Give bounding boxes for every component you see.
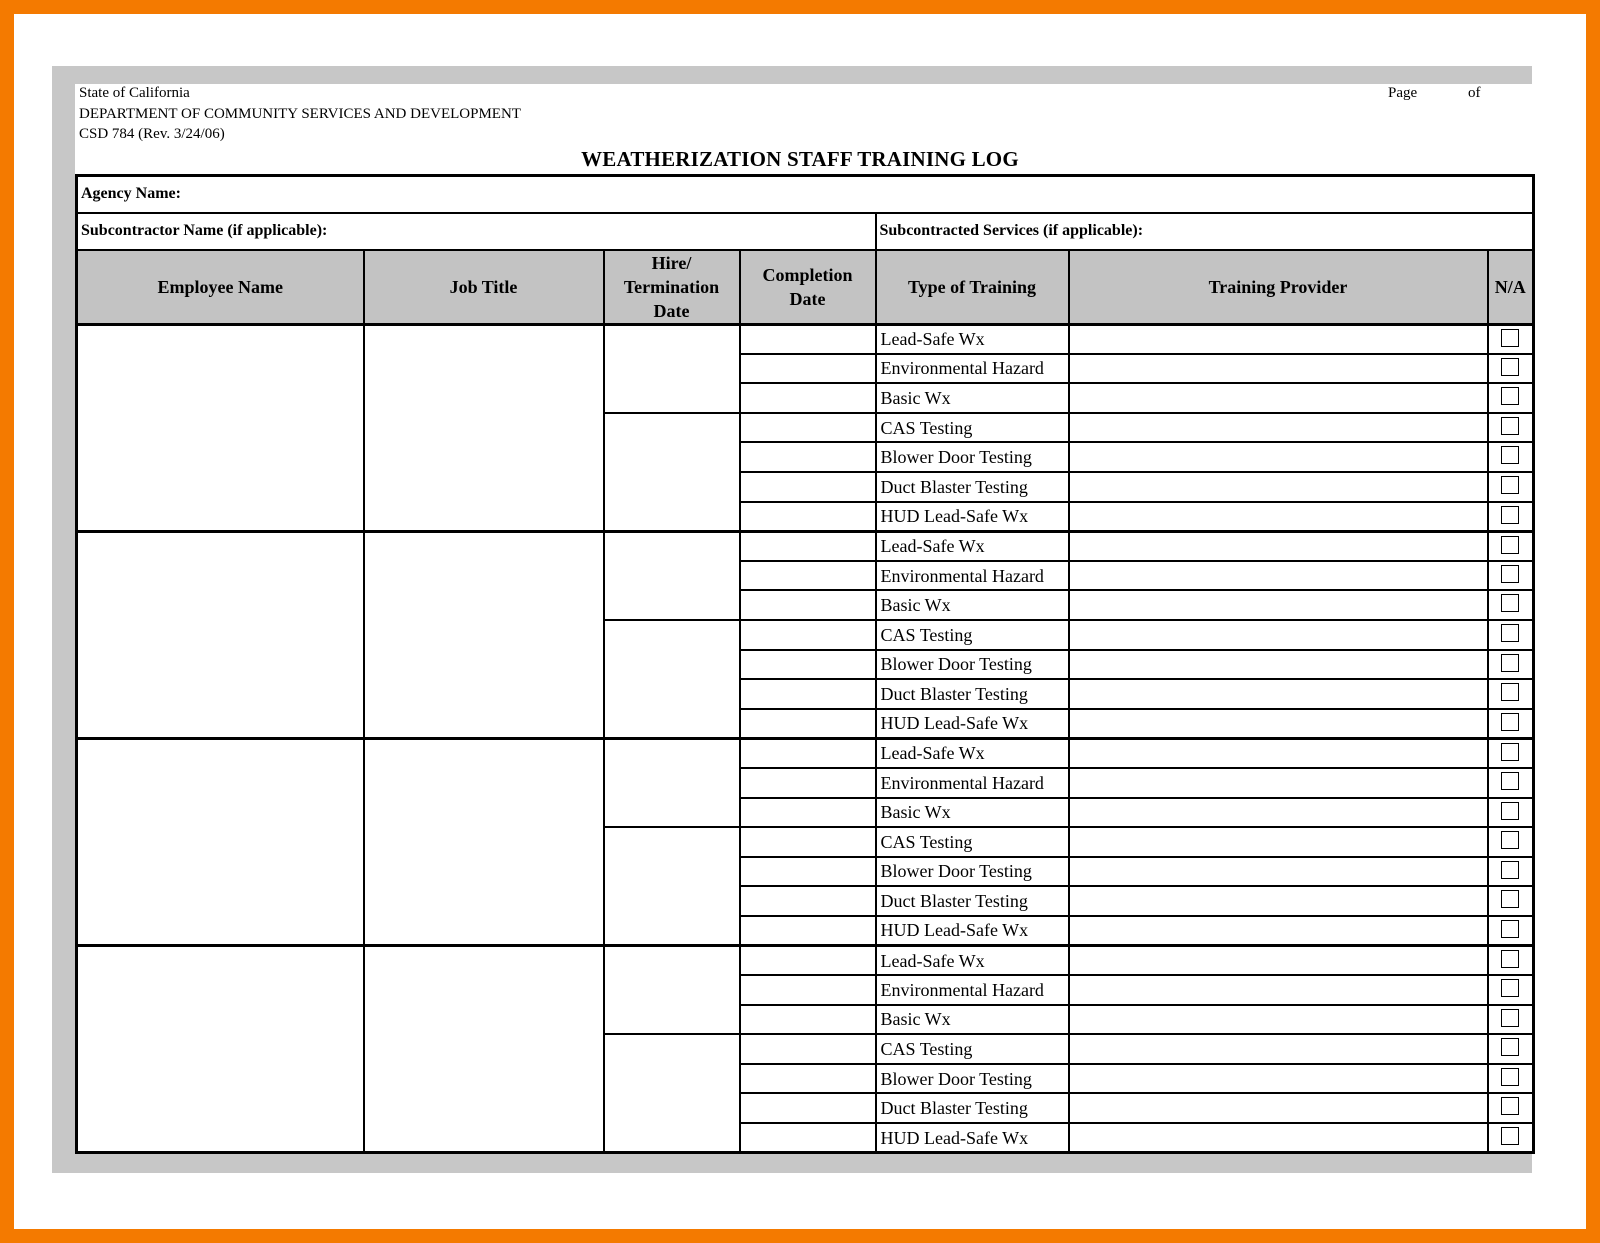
completion-date-cell[interactable]	[740, 1093, 876, 1123]
training-log-table	[75, 174, 1535, 1154]
training-type-cell: Environmental Hazard	[876, 354, 1069, 384]
training-provider-cell[interactable]	[1069, 1093, 1488, 1123]
na-checkbox[interactable]	[1501, 594, 1519, 612]
training-type-cell: Duct Blaster Testing	[876, 1093, 1069, 1123]
na-cell	[1488, 324, 1534, 354]
training-provider-cell[interactable]	[1069, 502, 1488, 532]
training-provider-cell[interactable]	[1069, 472, 1488, 502]
col-hire-termination-date: Hire/ Termination Date	[604, 250, 740, 325]
hire-date-cell[interactable]	[604, 324, 740, 413]
na-checkbox[interactable]	[1501, 624, 1519, 642]
training-type-cell: HUD Lead-Safe Wx	[876, 916, 1069, 946]
hire-date-cell[interactable]	[604, 531, 740, 620]
na-checkbox[interactable]	[1501, 1097, 1519, 1115]
completion-date-cell[interactable]	[740, 1123, 876, 1153]
form-number: CSD 784 (Rev. 3/24/06)	[79, 126, 225, 142]
col-employee-name: Employee Name	[77, 250, 364, 325]
training-provider-cell[interactable]	[1069, 531, 1488, 561]
hire-date-cell[interactable]	[604, 738, 740, 827]
training-type-cell: Blower Door Testing	[876, 650, 1069, 680]
training-type-cell: Duct Blaster Testing	[876, 679, 1069, 709]
state-label: State of California	[79, 85, 190, 101]
training-type-cell: Blower Door Testing	[876, 1064, 1069, 1094]
training-type-cell: HUD Lead-Safe Wx	[876, 1123, 1069, 1153]
subcontracted-services-field[interactable]: Subcontracted Services (if applicable):	[876, 213, 1534, 250]
training-type-cell: Environmental Hazard	[876, 768, 1069, 798]
completion-date-cell[interactable]	[740, 975, 876, 1005]
na-checkbox[interactable]	[1501, 950, 1519, 968]
na-checkbox[interactable]	[1501, 506, 1519, 524]
na-cell	[1488, 1064, 1534, 1094]
na-checkbox[interactable]	[1501, 713, 1519, 731]
na-cell	[1488, 502, 1534, 532]
job-title-cell[interactable]	[364, 738, 604, 945]
col-type-of-training: Type of Training	[876, 250, 1069, 325]
completion-date-cell[interactable]	[740, 1005, 876, 1035]
training-row	[77, 531, 1534, 561]
job-title-cell[interactable]	[364, 531, 604, 738]
na-checkbox[interactable]	[1501, 890, 1519, 908]
completion-date-cell[interactable]	[740, 502, 876, 532]
training-row	[77, 738, 1534, 768]
termination-date-cell[interactable]	[604, 413, 740, 531]
training-type-cell: Lead-Safe Wx	[876, 738, 1069, 768]
training-type-cell: Duct Blaster Testing	[876, 886, 1069, 916]
na-cell	[1488, 590, 1534, 620]
completion-date-cell[interactable]	[740, 354, 876, 384]
training-type-cell: Basic Wx	[876, 383, 1069, 413]
completion-date-cell[interactable]	[740, 620, 876, 650]
na-cell	[1488, 709, 1534, 739]
na-checkbox[interactable]	[1501, 920, 1519, 938]
na-checkbox[interactable]	[1501, 802, 1519, 820]
training-provider-cell[interactable]	[1069, 768, 1488, 798]
na-checkbox[interactable]	[1501, 417, 1519, 435]
hire-date-cell[interactable]	[604, 945, 740, 1034]
completion-date-cell[interactable]	[740, 827, 876, 857]
training-provider-cell[interactable]	[1069, 620, 1488, 650]
completion-date-cell[interactable]	[740, 1064, 876, 1094]
na-checkbox[interactable]	[1501, 861, 1519, 879]
log-body	[77, 324, 1534, 1153]
termination-date-cell[interactable]	[604, 620, 740, 738]
training-provider-cell[interactable]	[1069, 1123, 1488, 1153]
completion-date-cell[interactable]	[740, 945, 876, 975]
training-type-cell: Environmental Hazard	[876, 975, 1069, 1005]
na-checkbox[interactable]	[1501, 1068, 1519, 1086]
completion-date-cell[interactable]	[740, 1034, 876, 1064]
training-provider-cell[interactable]	[1069, 561, 1488, 591]
completion-date-cell[interactable]	[740, 442, 876, 472]
training-provider-cell[interactable]	[1069, 324, 1488, 354]
employee-name-cell[interactable]	[77, 738, 364, 945]
training-type-cell: CAS Testing	[876, 827, 1069, 857]
training-provider-cell[interactable]	[1069, 886, 1488, 916]
completion-date-cell[interactable]	[740, 531, 876, 561]
page-label: Page	[1388, 85, 1418, 101]
job-title-cell[interactable]	[364, 324, 604, 531]
na-cell	[1488, 1093, 1534, 1123]
na-cell	[1488, 768, 1534, 798]
na-cell	[1488, 798, 1534, 828]
na-cell	[1488, 1123, 1534, 1153]
training-provider-cell[interactable]	[1069, 798, 1488, 828]
na-checkbox[interactable]	[1501, 1009, 1519, 1027]
subcontractor-name-field[interactable]: Subcontractor Name (if applicable):	[77, 213, 876, 250]
training-type-cell: Basic Wx	[876, 590, 1069, 620]
training-provider-cell[interactable]	[1069, 1034, 1488, 1064]
page-title: WEATHERIZATION STAFF TRAINING LOG	[581, 147, 1019, 171]
training-type-cell: Blower Door Testing	[876, 442, 1069, 472]
completion-date-cell[interactable]	[740, 472, 876, 502]
completion-date-cell[interactable]	[740, 561, 876, 591]
training-type-cell: Environmental Hazard	[876, 561, 1069, 591]
na-cell	[1488, 1034, 1534, 1064]
na-cell	[1488, 857, 1534, 887]
training-type-cell: Lead-Safe Wx	[876, 945, 1069, 975]
na-cell	[1488, 620, 1534, 650]
na-cell	[1488, 916, 1534, 946]
training-row	[77, 324, 1534, 354]
na-cell	[1488, 531, 1534, 561]
training-type-cell: HUD Lead-Safe Wx	[876, 502, 1069, 532]
training-type-cell: Basic Wx	[876, 1005, 1069, 1035]
training-provider-cell[interactable]	[1069, 590, 1488, 620]
completion-date-cell[interactable]	[740, 590, 876, 620]
training-provider-cell[interactable]	[1069, 975, 1488, 1005]
training-provider-cell[interactable]	[1069, 827, 1488, 857]
na-cell	[1488, 738, 1534, 768]
na-checkbox[interactable]	[1501, 683, 1519, 701]
agency-name-field[interactable]: Agency Name:	[77, 176, 1534, 213]
na-checkbox[interactable]	[1501, 565, 1519, 583]
na-cell	[1488, 413, 1534, 443]
training-provider-cell[interactable]	[1069, 650, 1488, 680]
training-type-cell: Duct Blaster Testing	[876, 472, 1069, 502]
completion-date-cell[interactable]	[740, 798, 876, 828]
completion-date-cell[interactable]	[740, 709, 876, 739]
na-checkbox[interactable]	[1501, 979, 1519, 997]
training-type-cell: CAS Testing	[876, 413, 1069, 443]
na-cell	[1488, 1005, 1534, 1035]
na-cell	[1488, 975, 1534, 1005]
employee-name-cell[interactable]	[77, 945, 364, 1152]
completion-date-cell[interactable]	[740, 916, 876, 946]
na-cell	[1488, 442, 1534, 472]
completion-date-cell[interactable]	[740, 650, 876, 680]
completion-date-cell[interactable]	[740, 679, 876, 709]
na-checkbox[interactable]	[1501, 654, 1519, 672]
na-checkbox[interactable]	[1501, 1038, 1519, 1056]
na-checkbox[interactable]	[1501, 1127, 1519, 1145]
training-provider-cell[interactable]	[1069, 857, 1488, 887]
na-checkbox[interactable]	[1501, 329, 1519, 347]
completion-date-cell[interactable]	[740, 886, 876, 916]
col-job-title: Job Title	[364, 250, 604, 325]
job-title-cell[interactable]	[364, 945, 604, 1152]
na-cell	[1488, 945, 1534, 975]
termination-date-cell[interactable]	[604, 827, 740, 945]
na-checkbox[interactable]	[1501, 358, 1519, 376]
completion-date-cell[interactable]	[740, 383, 876, 413]
training-type-cell: Blower Door Testing	[876, 857, 1069, 887]
completion-date-cell[interactable]	[740, 768, 876, 798]
training-provider-cell[interactable]	[1069, 945, 1488, 975]
training-provider-cell[interactable]	[1069, 383, 1488, 413]
na-checkbox[interactable]	[1501, 772, 1519, 790]
training-provider-cell[interactable]	[1069, 442, 1488, 472]
training-row	[77, 945, 1534, 975]
na-checkbox[interactable]	[1501, 536, 1519, 554]
na-checkbox[interactable]	[1501, 831, 1519, 849]
training-provider-cell[interactable]	[1069, 709, 1488, 739]
na-cell	[1488, 354, 1534, 384]
na-cell	[1488, 827, 1534, 857]
termination-date-cell[interactable]	[604, 1034, 740, 1152]
training-provider-cell[interactable]	[1069, 1064, 1488, 1094]
completion-date-cell[interactable]	[740, 413, 876, 443]
training-provider-cell[interactable]	[1069, 354, 1488, 384]
completion-date-cell[interactable]	[740, 857, 876, 887]
na-checkbox[interactable]	[1501, 446, 1519, 464]
na-cell	[1488, 650, 1534, 680]
training-provider-cell[interactable]	[1069, 413, 1488, 443]
col-training-provider: Training Provider	[1069, 250, 1488, 325]
training-type-cell: Lead-Safe Wx	[876, 531, 1069, 561]
employee-name-cell[interactable]	[77, 531, 364, 738]
na-checkbox[interactable]	[1501, 476, 1519, 494]
department-label: DEPARTMENT OF COMMUNITY SERVICES AND DEVELOPMENT	[79, 106, 521, 122]
na-cell	[1488, 472, 1534, 502]
completion-date-cell[interactable]	[740, 324, 876, 354]
na-cell	[1488, 679, 1534, 709]
column-headers	[77, 250, 1534, 325]
training-provider-cell[interactable]	[1069, 738, 1488, 768]
training-type-cell: Basic Wx	[876, 798, 1069, 828]
na-cell	[1488, 383, 1534, 413]
na-checkbox[interactable]	[1501, 743, 1519, 761]
employee-name-cell[interactable]	[77, 324, 364, 531]
na-cell	[1488, 561, 1534, 591]
na-cell	[1488, 886, 1534, 916]
na-checkbox[interactable]	[1501, 387, 1519, 405]
training-type-cell: HUD Lead-Safe Wx	[876, 709, 1069, 739]
col-completion-date: Completion Date	[740, 250, 876, 325]
of-label: of	[1468, 85, 1481, 101]
training-provider-cell[interactable]	[1069, 679, 1488, 709]
training-type-cell: CAS Testing	[876, 620, 1069, 650]
training-type-cell: Lead-Safe Wx	[876, 324, 1069, 354]
training-type-cell: CAS Testing	[876, 1034, 1069, 1064]
training-provider-cell[interactable]	[1069, 1005, 1488, 1035]
completion-date-cell[interactable]	[740, 738, 876, 768]
training-provider-cell[interactable]	[1069, 916, 1488, 946]
col-na: N/A	[1488, 250, 1534, 325]
